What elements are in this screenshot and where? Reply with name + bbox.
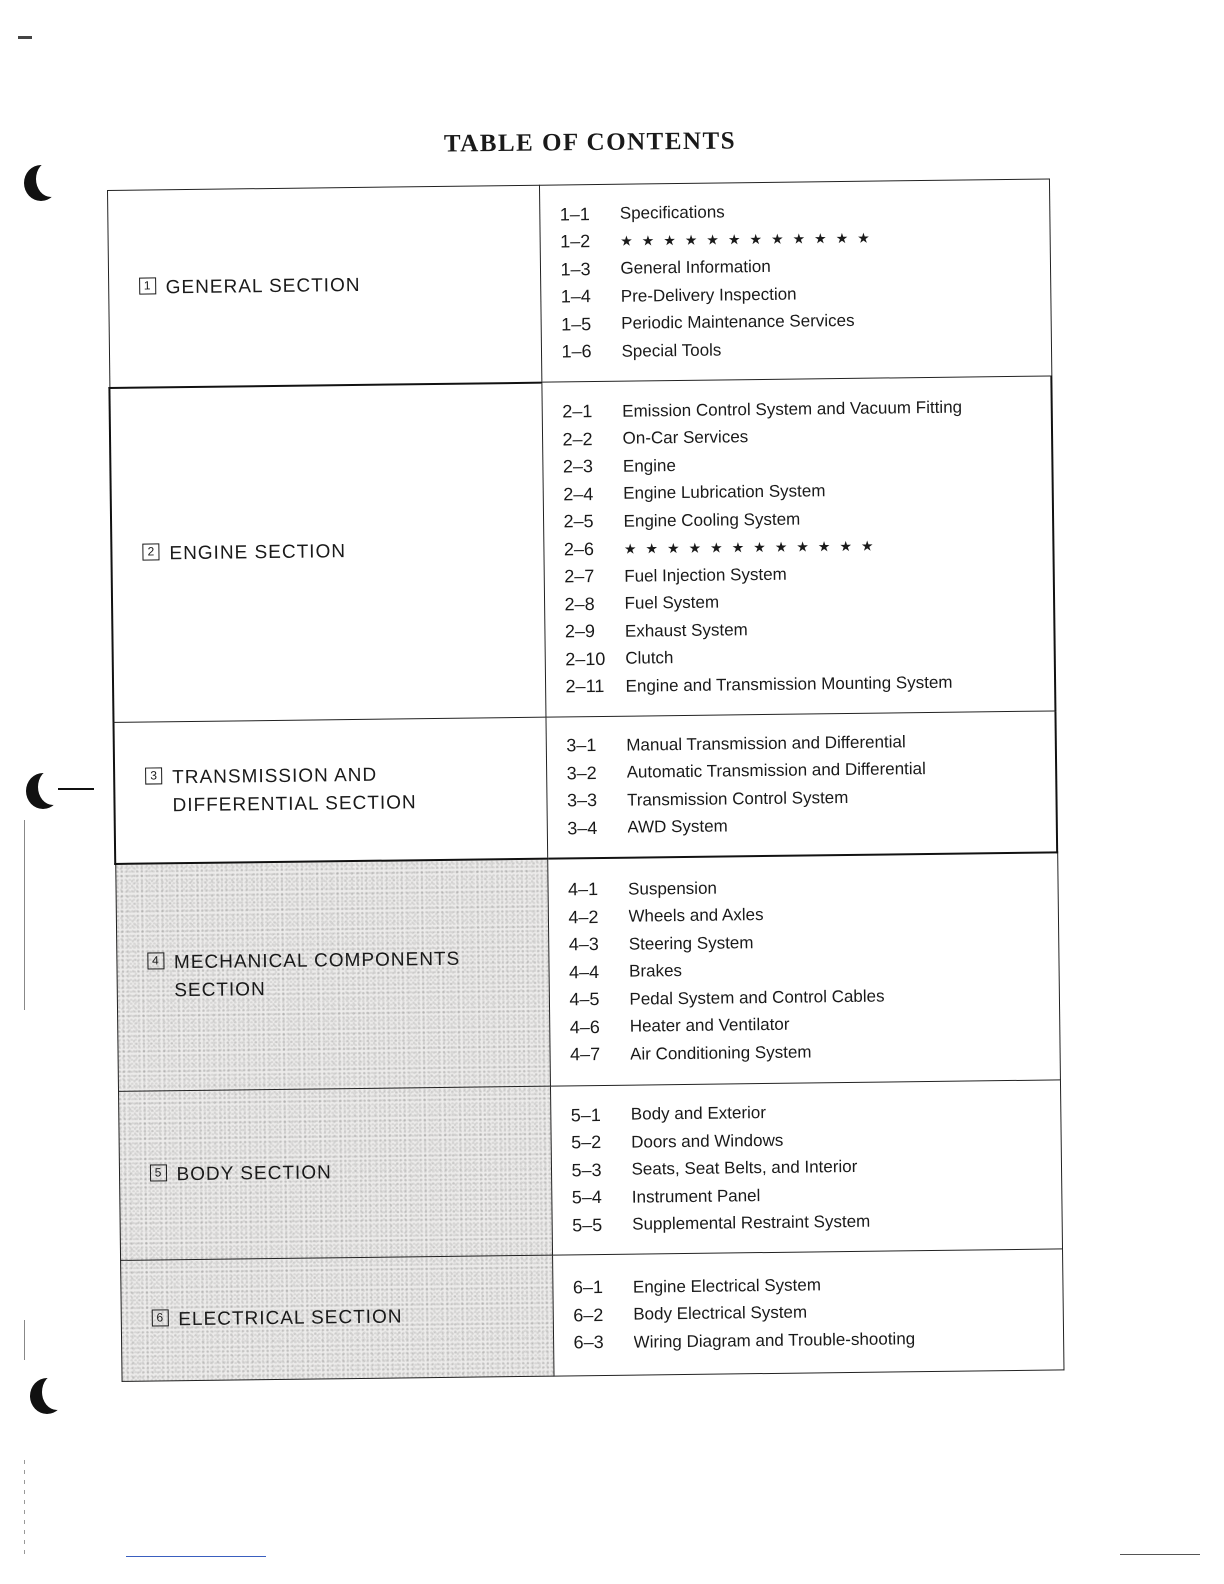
toc-row-engine: [109, 376, 1055, 722]
section-name[interactable]: BODY SECTION: [176, 1162, 332, 1186]
items-cell: [541, 376, 1055, 717]
item-number: 3–3: [566, 790, 598, 811]
item-title: Clutch: [625, 648, 674, 668]
item-title: General Information: [620, 257, 771, 278]
item-number: 2–7: [564, 566, 595, 587]
item-title: Wheels and Axles: [628, 905, 764, 926]
item-number: 3–1: [566, 735, 597, 756]
items-cell: [545, 711, 1057, 859]
item-number: 1–6: [561, 341, 592, 362]
item-number: 4–2: [568, 906, 599, 927]
section-name-line: DIFFERENTIAL SECTION: [172, 792, 417, 817]
section-name-line: SECTION: [174, 979, 266, 1002]
binder-hole-icon: [26, 773, 60, 809]
section-cell: [120, 1255, 553, 1381]
margin-line: [24, 1460, 25, 1560]
item-number: 2–4: [563, 483, 594, 504]
section-number: 3: [145, 767, 162, 784]
section-name[interactable]: ELECTRICAL SECTION: [178, 1306, 403, 1331]
binder-tab-mark: [58, 788, 94, 790]
item-title: Air Conditioning System: [629, 1041, 812, 1064]
item-number: 1–2: [560, 231, 591, 252]
item-number: 5–2: [571, 1132, 602, 1153]
item-number: 6–3: [573, 1332, 604, 1353]
item-title: Manual Transmission and Differential: [626, 732, 906, 755]
item-number: 4–5: [569, 989, 600, 1010]
item-number: 1–3: [560, 258, 591, 280]
items-cell: [547, 852, 1060, 1086]
item-number: 2–3: [562, 456, 594, 477]
section-cell: [118, 1086, 552, 1260]
item-title: Pedal System and Control Cables: [629, 986, 885, 1009]
list-item[interactable]: [572, 1206, 1051, 1239]
toc-row-electrical: [120, 1249, 1063, 1381]
item-number: 4–4: [568, 961, 600, 982]
section-name[interactable]: [174, 946, 461, 1005]
item-title: Specifications: [619, 202, 725, 223]
item-title: Brakes: [628, 961, 683, 981]
item-number: 2–1: [562, 401, 593, 422]
section-name[interactable]: [172, 761, 417, 820]
item-title: Engine and Transmission Mounting System: [625, 672, 953, 696]
item-number: 3–4: [567, 817, 598, 839]
item-title: Engine Lubrication System: [623, 481, 826, 503]
item-title: Emission Control System and Vacuum Fitting: [622, 397, 963, 421]
item-number: 1–1: [559, 203, 590, 225]
item-number: 2–6: [563, 538, 595, 559]
list-item[interactable]: [565, 667, 1044, 700]
item-number: 2–11: [565, 675, 605, 697]
items-cell: [539, 179, 1051, 382]
item-title: On-Car Services: [622, 427, 749, 448]
section-number: 1: [139, 277, 156, 294]
section-name[interactable]: GENERAL SECTION: [165, 274, 361, 299]
section-name-line: MECHANICAL COMPONENTS: [173, 948, 461, 974]
section-cell: [115, 859, 550, 1092]
item-number: 5–1: [570, 1104, 602, 1125]
item-title: Suspension: [627, 878, 718, 899]
item-title: Engine: [622, 455, 676, 476]
item-number: 2–9: [564, 621, 596, 642]
item-number: 4–3: [568, 934, 599, 955]
toc-container: [106, 178, 1062, 1381]
page-title: TABLE OF CONTENTS: [443, 127, 737, 158]
section-name[interactable]: ENGINE SECTION: [169, 541, 347, 565]
item-number: 4–6: [569, 1016, 600, 1037]
item-number: 6–2: [573, 1304, 604, 1325]
item-title: Exhaust System: [624, 619, 748, 641]
toc-row-body: [118, 1080, 1062, 1260]
item-title: Pre-Delivery Inspection: [620, 284, 797, 306]
item-title: Periodic Maintenance Services: [621, 311, 855, 333]
item-title: Body and Exterior: [630, 1103, 767, 1124]
item-title: Body Electrical System: [633, 1302, 808, 1324]
item-number: 5–3: [571, 1159, 602, 1180]
list-item[interactable]: [570, 1035, 1049, 1068]
item-number: 5–4: [571, 1187, 603, 1208]
item-title: Wiring Diagram and Trouble-shooting: [633, 1328, 916, 1352]
section-number: 2: [142, 544, 159, 561]
item-title: Supplemental Restraint System: [632, 1211, 871, 1234]
items-cell: [550, 1080, 1062, 1255]
item-title: ★★★★★★★★★★★★: [623, 537, 883, 557]
item-number: 1–5: [561, 313, 592, 335]
item-title: Instrument Panel: [631, 1185, 761, 1207]
item-title: Engine Electrical System: [632, 1274, 822, 1297]
toc-row-transmission: [114, 711, 1058, 864]
item-title: Fuel System: [624, 592, 720, 613]
item-title: Transmission Control System: [626, 787, 849, 810]
binder-hole-icon: [24, 165, 58, 201]
list-item[interactable]: [573, 1323, 1052, 1356]
scan-line: [1120, 1554, 1200, 1555]
item-title: ★★★★★★★★★★★★: [620, 229, 879, 249]
margin-line: [24, 820, 25, 1010]
item-number: 3–2: [566, 762, 597, 784]
toc-table: [106, 178, 1064, 1381]
item-number: 4–7: [569, 1044, 601, 1065]
item-title: Steering System: [628, 932, 754, 954]
item-number: 1–4: [560, 286, 592, 307]
item-title: Fuel Injection System: [624, 564, 787, 586]
section-cell: [109, 382, 545, 722]
toc-row-general: [107, 179, 1051, 387]
item-title: Special Tools: [621, 340, 722, 361]
scan-mark: [18, 36, 32, 39]
section-cell: [107, 185, 541, 387]
section-number: 4: [147, 952, 164, 969]
section-name-line: TRANSMISSION AND: [172, 764, 378, 789]
section-number: 5: [149, 1164, 166, 1181]
item-title: Doors and Windows: [631, 1130, 784, 1152]
items-cell: [552, 1249, 1063, 1376]
section-cell: [114, 717, 548, 864]
margin-line: [24, 1320, 25, 1360]
item-number: 2–5: [563, 511, 594, 532]
binder-hole-icon: [30, 1378, 64, 1414]
item-title: Heater and Ventilator: [629, 1014, 790, 1036]
item-number: 5–5: [572, 1214, 603, 1235]
item-title: Seats, Seat Belts, and Interior: [631, 1156, 858, 1179]
scan-line: [126, 1556, 266, 1557]
item-number: 6–1: [572, 1277, 604, 1298]
list-item[interactable]: [567, 809, 1046, 842]
item-number: 2–10: [565, 648, 606, 669]
item-number: 2–2: [562, 428, 593, 449]
list-item[interactable]: [561, 333, 1040, 366]
item-number: 2–8: [564, 593, 595, 614]
section-number: 6: [151, 1309, 168, 1326]
item-title: Automatic Transmission and Differential: [626, 759, 926, 782]
toc-row-mechanical: [115, 852, 1060, 1091]
item-title: AWD System: [627, 816, 728, 837]
item-number: 4–1: [567, 879, 599, 900]
item-title: Engine Cooling System: [623, 509, 801, 531]
